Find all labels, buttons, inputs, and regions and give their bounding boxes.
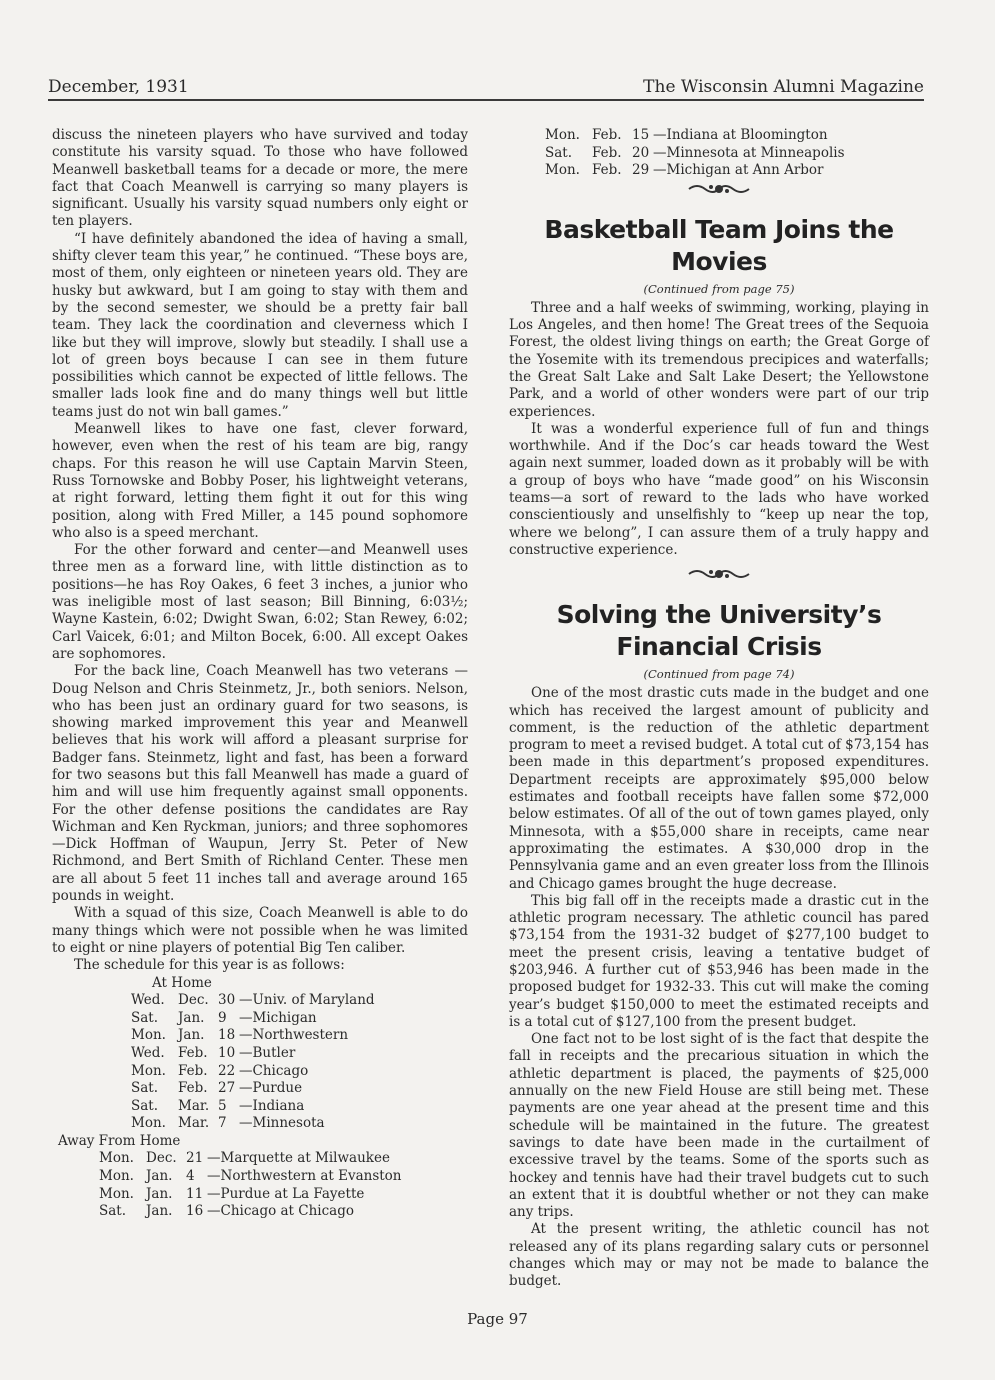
continued-note: (Continued from page 75) bbox=[643, 281, 795, 296]
schedule-date: 22 bbox=[218, 1062, 236, 1079]
schedule-date: 21 bbox=[186, 1150, 204, 1167]
schedule-day: Mon. bbox=[99, 1168, 134, 1185]
schedule-game: —Chicago bbox=[239, 1062, 309, 1079]
article-title: Solving the University’s Financial Crisis bbox=[556, 600, 882, 662]
schedule-day: Mon. bbox=[99, 1185, 134, 1202]
ornament-divider bbox=[509, 180, 929, 206]
schedule-row bbox=[52, 1027, 468, 1045]
schedule-date: 20 bbox=[632, 144, 650, 161]
article-paragraph: Three and a half weeks of swimming, working, playing in Los Angeles, and then home! The Great trees of the Sequoia Forest, the oldest living things on earth; the Great Gorge of the Yosemite with its tremendous precipices and waterfalls; the Great Salt Lake and Salt Lake Desert; the Yellowstone Park, and a world of other wonders were part of our trip experiences. bbox=[509, 299, 929, 420]
schedule-day: Mon. bbox=[99, 1150, 134, 1167]
article-paragraph: One fact not to be lost sight of is the fact that despite the fall in receipts and the precarious situation in which the athletic department is placed, the payments of $25,000 annually on the new Field House are still being met. These payments are one year ahead at the present time and this schedule will be maintained in the future. The greatest savings to date have been made in the curtailment of excessive travel by the teams. Some of the sports such as hockey and tennis have had their travel budgets cut to such an extent that it is doubtful whether or not they can make any trips. bbox=[509, 1031, 929, 1221]
left-paragraph: Meanwell likes to have one fast, clever forward, however, even when the rest of his team are big, rangy chaps. For this reason he will use Captain Marvin Steen, Russ Tornowske and Bobby Poser, his lightweight veterans, at right forward, letting them fight it out for this wing position, along with Fred Miller, a 145 pound sophomore who also is a speed merchant. bbox=[52, 421, 468, 541]
schedule-month: Jan. bbox=[178, 1027, 205, 1044]
article-paragraph: One of the most drastic cuts made in the budget and one which has received the largest amount of publicity and comment, is the reduction of the athletic department program to meet a revised budget. A total cut of $73,154 has been made in this department’s proposed expenditures. Department receipts are approximately $95,000 below estimates and football receipts have fallen some $72,000 below estimates. Of all of the out of town games played, only Minnesota, with a $55,000 share in receipts, came near approximating the estimates. A $30,000 drop in the Pennsylvania game and an even greater loss from the Illinois and Chicago games brought the huge decrease. bbox=[509, 685, 929, 892]
schedule-date: 10 bbox=[218, 1044, 236, 1061]
schedule-date: 15 bbox=[632, 127, 650, 143]
schedule-away-list bbox=[52, 1150, 468, 1220]
schedule-game: —Michigan bbox=[239, 1009, 317, 1026]
schedule-row bbox=[509, 127, 929, 145]
schedule-day: Wed. bbox=[131, 1044, 165, 1061]
schedule-month: Mar. bbox=[178, 1097, 210, 1114]
schedule-date: 18 bbox=[218, 1027, 236, 1044]
continued-note: (Continued from page 74) bbox=[643, 667, 795, 682]
schedule-date: 27 bbox=[218, 1080, 236, 1097]
schedule-month: Dec. bbox=[146, 1150, 177, 1167]
schedule-game: —Univ. of Maryland bbox=[239, 992, 375, 1009]
schedule-day: Mon. bbox=[131, 1027, 166, 1044]
ornament-divider bbox=[509, 565, 929, 591]
schedule-away-continued-list bbox=[509, 127, 929, 180]
schedule-date: 4 bbox=[186, 1168, 195, 1185]
schedule-day: Sat. bbox=[131, 1097, 159, 1114]
header-magazine-title: The Wisconsin Alumni Magazine bbox=[643, 77, 924, 97]
schedule-month: Feb. bbox=[592, 162, 622, 179]
left-paragraph: For the other forward and center—and Meanwell uses three men as a forward line, with little distinction as to positions—he has Roy Oakes, 6 feet 3 inches, a junior who was ineligible most of last season; Bill Binning, 6:03½; Wayne Kastein, 6:02; Dwight Swan, 6:02; Stan Rewey, 6:02; Carl Vaicek, 6:01; and Milton Bocek, 6:00. All except Oakes are sophomores. bbox=[52, 542, 468, 662]
schedule-game: —Minnesota at Minneapolis bbox=[653, 144, 845, 161]
schedule-game: —Michigan at Ann Arbor bbox=[653, 162, 824, 179]
schedule-day: Mon. bbox=[131, 1115, 166, 1132]
schedule-row bbox=[52, 1080, 468, 1098]
schedule-game: —Chicago at Chicago bbox=[207, 1203, 354, 1220]
left-paragraph: discuss the nineteen players who have survived and today constitute his varsity squad. To those who have followed Meanwell basketball teams for a decade or more, the mere fact that Coach Meanwell is carrying so many players is significant. Usually his varsity squad numbers only eight or ten players. bbox=[52, 127, 468, 230]
schedule-month: Mar. bbox=[178, 1115, 210, 1132]
schedule-row bbox=[52, 1098, 468, 1116]
schedule-month: Feb. bbox=[178, 1062, 208, 1079]
schedule-day: Sat. bbox=[99, 1203, 127, 1220]
schedule-game: —Purdue bbox=[239, 1080, 303, 1097]
schedule-row bbox=[52, 1010, 468, 1028]
schedule-date: 5 bbox=[218, 1097, 227, 1114]
header-rule bbox=[48, 99, 924, 101]
left-column bbox=[52, 127, 468, 1221]
schedule-month: Jan. bbox=[146, 1203, 173, 1220]
schedule-row bbox=[52, 1203, 468, 1221]
left-paragraph: For the back line, Coach Meanwell has two veterans —Doug Nelson and Chris Steinmetz, Jr., both seniors. Nelson, who has been just an ordinary guard for two seasons, is showing marked improvement this year and Meanwell believes that his work will afford a pleasant surprise for Badger fans. Steinmetz, light and fast, has been a forward for two seasons but this fall Meanwell has made a guard of him and will use him frequently against small opponents. For the other defense positions the candidates are Ray Wichman and Ken Ryckman, juniors; and three sophomores—Dick Hoffman of Waupun, Jerry St. Peter of New Richmond, and Bert Smith of Richland Center. These men are all about 5 feet 11 inches tall and average around 165 pounds in weight. bbox=[52, 663, 468, 905]
schedule-month: Jan. bbox=[178, 1009, 205, 1026]
schedule-day: Sat. bbox=[131, 1080, 159, 1097]
schedule-date: 29 bbox=[632, 162, 650, 179]
schedule-date: 30 bbox=[218, 992, 236, 1009]
article-paragraph: At the present writing, the athletic council has not released any of its plans regarding salary cuts or personnel changes which may or may not be made to balance the budget. bbox=[509, 1221, 929, 1290]
schedule-row bbox=[52, 1150, 468, 1168]
left-paragraph: With a squad of this size, Coach Meanwell is able to do many things which were not possible when he was limited to eight or nine players of potential Big Ten caliber. bbox=[52, 905, 468, 956]
page-header bbox=[48, 76, 924, 98]
schedule-game: —Indiana at Bloomington bbox=[653, 127, 828, 143]
schedule-game: —Marquette at Milwaukee bbox=[207, 1150, 390, 1167]
schedule-game: —Butler bbox=[239, 1044, 296, 1061]
left-paragraph: “I have definitely abandoned the idea of having a small, shifty clever team this year,” he continued. “These boys are, most of them, only eighteen or nineteen years old. They are husky but awkward, but I am going to stay with them and by the second semester, we should be a pretty fair ball team. They lack the coordination and cleverness which I like but they will improve, slowly but steadily. I shall use a lot of green boys because I can see in them future possibilities which cannot be expected of little fellows. The smaller lads look fine and do many things well but little teams just do not win ball games.” bbox=[52, 230, 468, 420]
schedule-row bbox=[52, 1115, 468, 1133]
schedule-month: Jan. bbox=[146, 1168, 173, 1185]
schedule-row bbox=[52, 1168, 468, 1186]
schedule-game: —Northwestern bbox=[239, 1027, 349, 1044]
schedule-game: —Purdue at La Fayette bbox=[207, 1185, 365, 1202]
schedule-game: —Minnesota bbox=[239, 1115, 325, 1132]
schedule-row bbox=[509, 145, 929, 163]
page-number: Page 97 bbox=[467, 1310, 528, 1328]
right-column bbox=[509, 127, 929, 1291]
schedule-date: 11 bbox=[186, 1185, 204, 1202]
schedule-row bbox=[509, 162, 929, 180]
article-paragraph: This big fall off in the receipts made a drastic cut in the athletic program necessary. The athletic council has pared $73,154 from the 1931-32 budget of $277,100 budget to meet the present crisis, leaving a tentative budget of $203,946. A further cut of $53,946 has been made in the proposed budget for 1932-33. This cut will make the coming year’s budget $150,000 to meet the estimated receipts and is a total cut of $127,100 from the present budget. bbox=[509, 892, 929, 1030]
schedule-month: Feb. bbox=[178, 1080, 208, 1097]
article-title: Basketball Team Joins the Movies bbox=[544, 214, 894, 276]
schedule-game: —Northwestern at Evanston bbox=[207, 1168, 402, 1185]
schedule-day: Sat. bbox=[545, 144, 573, 161]
schedule-day: Mon. bbox=[545, 127, 580, 143]
schedule-month: Feb. bbox=[592, 144, 622, 161]
ornament-icon bbox=[687, 565, 751, 583]
schedule-date: 16 bbox=[186, 1203, 204, 1220]
schedule-month: Feb. bbox=[592, 127, 622, 143]
header-date: December, 1931 bbox=[48, 77, 189, 97]
schedule-date: 7 bbox=[218, 1115, 227, 1132]
schedule-game: —Indiana bbox=[239, 1097, 305, 1114]
schedule-day: Sat. bbox=[131, 1009, 159, 1026]
schedule bbox=[52, 975, 468, 1221]
schedule-row bbox=[52, 1063, 468, 1081]
schedule-month: Jan. bbox=[146, 1185, 173, 1202]
ornament-icon bbox=[687, 180, 751, 198]
schedule-home-list bbox=[52, 992, 468, 1133]
schedule-row bbox=[52, 992, 468, 1010]
article-paragraph: It was a wonderful experience full of fun and things worthwhile. And if the Doc’s car heads toward the West again next summer, loaded down as it probably will be with a group of boys who have “made good” on his Wisconsin teams—a sort of reward to the lads who have worked conscientiously and unselfishly to “keep up near the top, where we belong”, I can assure them of a truly happy and constructive experience. bbox=[509, 420, 929, 558]
schedule-home-label: At Home bbox=[152, 974, 212, 991]
schedule-date: 9 bbox=[218, 1009, 227, 1026]
schedule-day: Mon. bbox=[545, 162, 580, 179]
schedule-row bbox=[52, 1186, 468, 1204]
schedule-away-label: Away From Home bbox=[58, 1132, 181, 1149]
schedule-row bbox=[52, 1045, 468, 1063]
schedule-month: Feb. bbox=[178, 1044, 208, 1061]
schedule-month: Dec. bbox=[178, 992, 209, 1009]
schedule-day: Mon. bbox=[131, 1062, 166, 1079]
schedule-intro: The schedule for this year is as follows: bbox=[74, 957, 345, 974]
schedule-day: Wed. bbox=[131, 992, 165, 1009]
